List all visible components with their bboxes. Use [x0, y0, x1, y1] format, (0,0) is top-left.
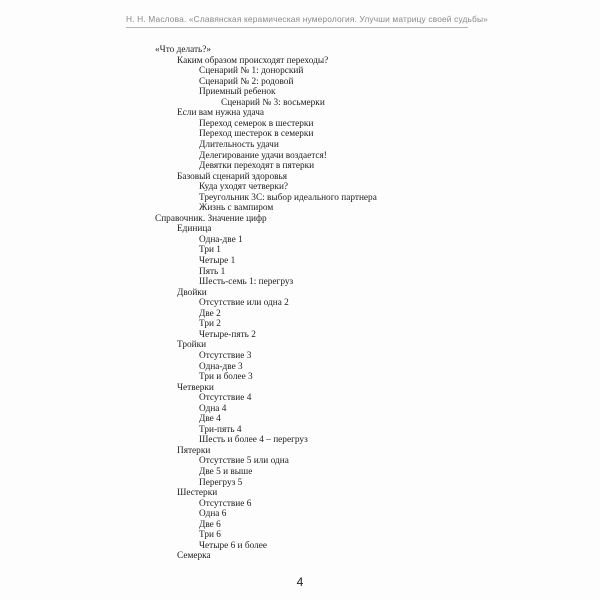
toc-entry: «Что делать?»	[155, 45, 212, 55]
toc-entry: Две 4	[199, 414, 221, 425]
toc-entry: Шесть и более 4 – перегруз	[199, 435, 308, 446]
toc-entry: Отсутствие 3	[199, 350, 252, 361]
toc-entry: Семерка	[177, 551, 211, 562]
toc-entry: Одна-две 1	[199, 234, 243, 245]
toc-entry: Шестерки	[177, 488, 218, 499]
toc-entry: Три 2	[199, 319, 221, 330]
toc-entry: Одна-две 3	[199, 361, 243, 372]
toc-entry: Тройки	[177, 340, 207, 351]
toc-entry: Отсутствие или одна 2	[199, 298, 289, 309]
toc-entry: Пятерки	[177, 445, 211, 456]
toc-entry: Треугольник 3С: выбор идеального партнера	[199, 192, 377, 203]
toc-entry: Куда уходят четверки?	[199, 182, 289, 193]
toc-entry: Перегруз 5	[199, 477, 243, 488]
toc-entry: Шесть-семь 1: перегруз	[199, 277, 294, 288]
toc-entry: Двойки	[177, 287, 207, 298]
toc-entry: Три 6	[199, 530, 221, 541]
toc-entry: Базовый сценарий здоровья	[177, 171, 288, 182]
toc-entry: Отсутствие 5 или одна	[199, 456, 289, 467]
toc-entry: Три 1	[199, 245, 221, 256]
toc-entry: Жизнь с вампиром	[199, 203, 274, 214]
page-number: 4	[296, 575, 304, 589]
toc-entry: Одна 6	[199, 509, 227, 520]
toc-entry: Четыре-пять 2	[199, 329, 256, 340]
toc-entry: Одна 4	[199, 403, 227, 414]
toc-entry: Делегирование удачи воздается!	[199, 150, 327, 161]
toc-entry: Четыре 6 и более	[199, 540, 267, 551]
toc-entry: Четыре 1	[199, 256, 236, 266]
toc-entry: Две 5 и выше	[199, 467, 253, 477]
running-head: Н. Н. Маслова. «Славянская керамическая нумерология. Улучши матрицу своей судьбы»	[126, 14, 488, 24]
toc-entry: Девятки переходят в пятерки	[199, 161, 315, 172]
toc-entry: Отсутствие 4	[199, 393, 252, 404]
toc-entry: Переход шестерок в семерки	[199, 129, 314, 140]
toc-entry: Справочник. Значение цифр	[155, 213, 267, 224]
toc-entry: Длительность удачи	[199, 139, 279, 150]
toc-entry: Сценарий № 2: родовой	[199, 76, 294, 87]
toc-entry: Сценарий № 3: восьмерки	[221, 97, 325, 108]
toc-entry: Приемный ребенок	[199, 87, 276, 98]
toc-entry: Переход семерок в шестерки	[199, 118, 314, 129]
toc-entry: Отсутствие 6	[199, 498, 252, 509]
toc-entry: Три и более 3	[199, 372, 253, 383]
toc-entry: Единица	[177, 224, 212, 235]
toc-entry: Четверки	[177, 382, 214, 393]
header-rule	[126, 27, 468, 28]
toc-entry: Если вам нужна удача	[177, 108, 265, 119]
toc-entry: Две 6	[199, 519, 221, 530]
toc-entry: Каким образом происходят переходы?	[177, 55, 329, 66]
toc-entry: Три-пять 4	[199, 424, 242, 435]
toc-entry: Сценарий № 1: донорский	[199, 66, 304, 77]
toc-entry: Две 2	[199, 308, 221, 319]
toc-entry: Пять 1	[199, 266, 226, 277]
